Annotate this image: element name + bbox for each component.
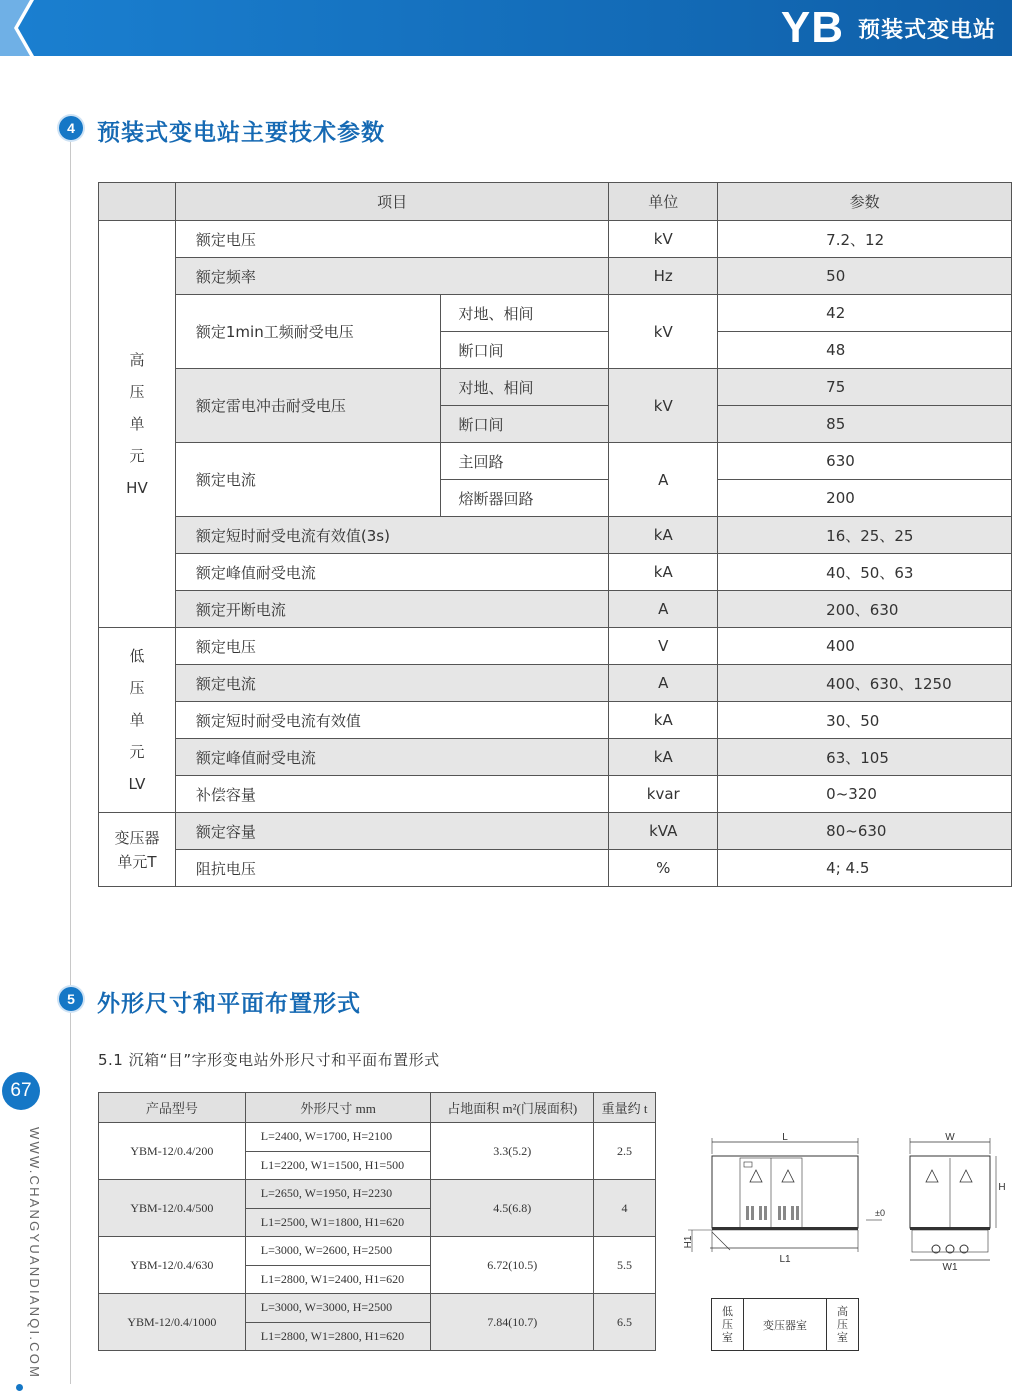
product-dim: L=2400, W=1700, H=2100 [245,1123,431,1152]
row-unit: kV [609,295,718,369]
product-dim: L=3000, W=2600, H=2500 [245,1237,431,1266]
product-model: YBM-12/0.4/630 [99,1237,246,1294]
row-unit: A [609,665,718,702]
product-dim: L=2650, W=1950, H=2230 [245,1180,431,1209]
row-subitem: 断口间 [440,332,609,369]
row-value: 63、105 [718,739,1012,776]
product-header-row [99,1093,656,1123]
product-row [99,1180,656,1209]
row-unit: kA [609,517,718,554]
row-unit: kA [609,554,718,591]
product-dim: L1=2500, W1=1800, H1=620 [245,1208,431,1237]
product-weight: 4 [594,1180,656,1237]
header-dims: 外形尺寸 mm [245,1093,431,1123]
header-blank [99,183,176,221]
header-item: 项目 [175,183,608,221]
row-subitem: 对地、相间 [440,295,609,332]
table-row [99,443,1012,480]
header-bar [0,0,1012,56]
row-item: 额定电流 [175,665,608,702]
row-value: 85 [718,406,1012,443]
row-unit: kV [609,369,718,443]
product-table [98,1092,656,1351]
row-item: 额定电流 [175,443,440,517]
section5-badge: 5 [59,987,83,1011]
product-dim: L1=2200, W1=1500, H1=500 [245,1151,431,1180]
layout-high-room: 高 压 室 [837,1305,848,1344]
section5-title: 外形尺寸和平面布置形式 [97,991,361,1017]
row-item: 额定容量 [175,813,608,850]
label-W1: W1 [942,1262,958,1273]
header-area: 占地面积 m²(门展面积) [431,1093,594,1123]
row-subitem: 对地、相间 [440,369,609,406]
row-value: 75 [718,369,1012,406]
row-subitem: 断口间 [440,406,609,443]
table-header-row [99,183,1012,221]
row-item: 额定1min工频耐受电压 [175,295,440,369]
product-area: 3.3(5.2) [431,1123,594,1180]
product-weight: 2.5 [594,1123,656,1180]
row-unit: kA [609,702,718,739]
tech-params-table [98,182,1012,887]
table-row [99,850,1012,887]
row-unit: kV [609,221,718,258]
row-subitem: 熔断器回路 [440,480,609,517]
row-item: 额定频率 [175,258,608,295]
row-value: 0~320 [718,776,1012,813]
header-model: 产品型号 [99,1093,246,1123]
page-number: 67 [2,1072,40,1110]
row-unit: kvar [609,776,718,813]
product-row [99,1294,656,1323]
product-weight: 6.5 [594,1294,656,1351]
row-value: 40、50、63 [718,554,1012,591]
subsection-title: 5.1 沉箱“目”字形变电站外形尺寸和平面布置形式 [98,1051,440,1069]
left-rule [70,134,71,1384]
row-item: 额定雷电冲击耐受电压 [175,369,440,443]
header-weight: 重量约 t [594,1093,656,1123]
layout-transformer-room: 变压器室 [743,1299,827,1350]
row-unit: A [609,443,718,517]
row-value: 48 [718,332,1012,369]
row-value: 630 [718,443,1012,480]
side-url: WWW.CHANGYUANDIANQI.COM [27,1127,42,1380]
product-dim: L1=2800, W1=2800, H1=620 [245,1322,431,1351]
brand-logo: YB [780,3,844,52]
brand [780,3,996,52]
row-value: 30、50 [718,702,1012,739]
row-item: 额定电压 [175,628,608,665]
front-view [683,1132,885,1265]
row-item: 补偿容量 [175,776,608,813]
table-row [99,295,1012,332]
product-row [99,1123,656,1152]
group-hv: 高 压 单 元 HV [99,221,176,628]
row-unit: % [609,850,718,887]
row-value: 50 [718,258,1012,295]
table-row [99,813,1012,850]
label-H: H [998,1182,1006,1193]
row-subitem: 主回路 [440,443,609,480]
product-area: 4.5(6.8) [431,1180,594,1237]
row-value: 200 [718,480,1012,517]
row-item: 额定开断电流 [175,591,608,628]
row-item: 额定电压 [175,221,608,258]
row-value: 400 [718,628,1012,665]
brand-title: 预装式变电站 [857,17,996,43]
table-row [99,776,1012,813]
table-row [99,369,1012,406]
row-item: 额定峰值耐受电流 [175,739,608,776]
table-row [99,554,1012,591]
table-row [99,702,1012,739]
substation-drawing [680,1124,1012,1294]
row-unit: kVA [609,813,718,850]
row-unit: kA [609,739,718,776]
row-item: 阻抗电压 [175,850,608,887]
row-unit: Hz [609,258,718,295]
table-row [99,591,1012,628]
label-zero: ±0 [875,1208,885,1218]
row-item: 额定峰值耐受电流 [175,554,608,591]
product-dim: L1=2800, W1=2400, H1=620 [245,1265,431,1294]
group-t: 变压器 单元T [99,813,176,887]
row-unit: A [609,591,718,628]
header-param: 参数 [718,183,1012,221]
label-W: W [945,1132,955,1143]
table-row [99,517,1012,554]
row-value: 80~630 [718,813,1012,850]
label-H1: H1 [683,1235,694,1249]
table-row [99,739,1012,776]
product-dim: L=3000, W=3000, H=2500 [245,1294,431,1323]
header-unit: 单位 [609,183,718,221]
table-row [99,665,1012,702]
side-dot-icon [16,1384,23,1391]
label-L: L [782,1132,788,1143]
row-value: 400、630、1250 [718,665,1012,702]
row-value: 42 [718,295,1012,332]
section4-title: 预装式变电站主要技术参数 [97,120,385,146]
side-view [910,1132,1006,1273]
product-row [99,1237,656,1266]
product-model: YBM-12/0.4/200 [99,1123,246,1180]
product-model: YBM-12/0.4/500 [99,1180,246,1237]
row-value: 4; 4.5 [718,850,1012,887]
row-unit: V [609,628,718,665]
row-value: 16、25、25 [718,517,1012,554]
row-value: 200、630 [718,591,1012,628]
product-area: 6.72(10.5) [431,1237,594,1294]
floor-layout [711,1298,859,1351]
label-L1: L1 [779,1254,791,1265]
product-weight: 5.5 [594,1237,656,1294]
group-lv: 低 压 单 元 LV [99,628,176,813]
row-item: 额定短时耐受电流有效值(3s) [175,517,608,554]
layout-low-room: 低 压 室 [722,1305,733,1344]
table-row [99,221,1012,258]
table-row [99,258,1012,295]
table-row [99,628,1012,665]
row-item: 额定短时耐受电流有效值 [175,702,608,739]
product-area: 7.84(10.7) [431,1294,594,1351]
section4-badge: 4 [59,116,83,140]
row-value: 7.2、12 [718,221,1012,258]
product-model: YBM-12/0.4/1000 [99,1294,246,1351]
